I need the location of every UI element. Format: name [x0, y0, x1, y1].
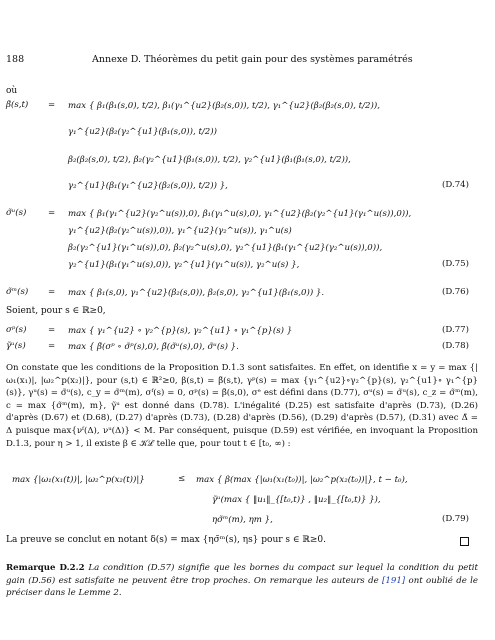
eq-d78-tag: (D.78): [442, 341, 469, 351]
eq-d79-rel: ≤: [178, 474, 186, 484]
eq-d75-line2: γ₁^{u2}(β₂(γ₂^u(s)),0)), γ₁^{u2}(γ₂^u(s)), γ₁^u(s): [68, 226, 292, 236]
remark-text-2: ont oublié de le préciser dans le Lemme 2.: [6, 575, 478, 599]
conclusion-text: La preuve se conclut en notant δ(s) = max {ησ̃ᵐ(s), ηs} pour s ∈ ℝ≥0.: [6, 535, 327, 545]
intro-word: où: [6, 86, 18, 96]
eq-d76-lhs: σ̃ᵐ(s): [6, 287, 29, 297]
eq-d76-eqsign: =: [48, 287, 56, 297]
eq-d79-lhs: max {|ω₁(x₁(t))|, |ω₂^p(x₂(t))|}: [12, 475, 145, 485]
eq-d74-tag: (D.74): [442, 180, 469, 190]
remark-label: Remarque D.2.2: [6, 563, 85, 573]
eq-d78-rhs: max { β̃(σᵖ ∘ σ̃ᵖ(s),0), β̃(σ̃ᵘ(s),0), σ̃ᵘ(s) }.: [68, 342, 239, 352]
page-number: 188: [6, 54, 25, 65]
eq-d77-rhs: max { γ₁^{u2} ∘ γ₂^{p}(s), γ₂^{u1} ∘ γ₁^{p}(s) }: [68, 326, 293, 336]
eq-d78-eqsign: =: [48, 341, 56, 351]
eq-d79-tag: (D.79): [442, 514, 469, 524]
eq-d74-lhs: β̃(s,t): [6, 100, 29, 110]
eq-d75-line1: max { β₁(γ₁^{u2}(γ₂^u(s)),0), β₁(γ₁^u(s),0), γ₁^{u2}(β₂(γ₂^{u1}(γ₁^u(s)),0)),: [68, 209, 412, 219]
eq-d77-lhs: σᵖ(s): [6, 325, 27, 335]
citation-link[interactable]: [191]: [382, 575, 406, 586]
eq-d75-line3: β₂(γ₂^{u1}(γ₁^u(s)),0), β₂(γ₂^u(s),0), γ₂^{u1}(β₁(γ₁^{u2}(γ₂^u(s)),0)),: [68, 243, 383, 253]
eq-d74-line3: β₂(β₂(s,0), t/2), β₂(γ₂^{u1}(β₁(s,0)), t/2), γ₂^{u1}(β₁(β₁(s,0), t/2)),: [68, 155, 351, 165]
eq-d76-tag: (D.76): [442, 287, 469, 297]
eq-d75-eqsign: =: [48, 208, 56, 218]
eq-d74-line2: γ₁^{u2}(β₂(γ₂^{u1}(β₁(s,0)), t/2)): [68, 127, 217, 137]
eq-d74-eqsign: =: [48, 100, 56, 110]
eq-d74-line1: max { β₁(β₁(s,0), t/2), β₁(γ₁^{u2}(β₂(s,0)), t/2), γ₁^{u2}(β₂(β₂(s,0), t/2)),: [68, 101, 380, 111]
eq-d79-line1: max { β(max {|ω₁(x₁(t₀))|, |ω₂^p(x₂(t₀))|}, t − t₀),: [196, 475, 408, 485]
eq-d77-eqsign: =: [48, 325, 56, 335]
eq-d75-line4: γ₂^{u1}(β₁(γ₁^u(s),0)), γ₂^{u1}(γ₁^u(s)), γ₂^u(s) },: [68, 260, 300, 270]
eq-d76-rhs: max { β₁(s,0), γ₁^{u2}(β₂(s,0)), β₂(s,0), γ₂^{u1}(β₁(s,0)) }.: [68, 288, 325, 298]
eq-d74-line4: γ₂^{u1}(β₁(γ₁^{u2}(β₂(s,0)), t/2)) },: [68, 181, 228, 191]
eq-d75-tag: (D.75): [442, 259, 469, 269]
running-header: Annexe D. Théorèmes du petit gain pour des systèmes paramétrés: [92, 54, 413, 65]
eq-d79-line2: γ̃ᵘ(max { ‖u₁‖_{[t₀,t)} , ‖u₂‖_{[t₀,t)} }),: [212, 495, 381, 505]
eq-d79-line3: ησ̃ᵐ(m), ηm },: [212, 515, 273, 525]
remark-block: [6, 562, 478, 600]
eq-d77-tag: (D.77): [442, 325, 469, 335]
eq-d78-lhs: γ̃ᵘ(s): [6, 341, 26, 351]
body-paragraph: On constate que les conditions de la Proposition D.1.3 sont satisfaites. En effet, on identifie x = y = max {|ω₁(x₁)|, |ω₂^p(x₂)|}, pour (s,t) ∈ ℝ²≥0, β(s,t) = β̃(s,t), γᵖ(s) = max {γ₁^{u2}∘γ₂^{p}(s), γ₂^{u1}∘ γ₁^{p}(s)}, γᵘ(s) = σ̃ᵘ(s), c_y = σ̃ᵐ(m), σᶠ(s) = 0, σᵖ(s) = β̃(s,0), σᵉ est défini dans (D.77), σᵘ(s) = σ̃ᵘ(s), c_z = σ̃ᵐ(m), c = max {σ̃ᵐ(m), m}, γ̃ᵘ est donné dans (D.78). L'inégalité (D.25) est satisfaite d'après (D.73), (D.26) d'après (D.67) et (D.68), (D.27) d'après (D.73), (D.28) d'après (D.56), (D.29) d'après (D.57), (D.31) avec Δ̃ = Δ puisque max{νᶠ(Δ), νᵘ(Δ)} < M. Par conséquent, puisque (D.59) est vérifiée, en invoquant la Proposition D.1.3, pour η > 1, il existe β ∈ 𝒦ℒ telle que, pour tout t ∈ [t₀, ∞) :: [6, 363, 478, 449]
qed-square-icon: [460, 537, 469, 546]
soient-text: Soient, pour s ∈ ℝ≥0,: [6, 306, 106, 316]
remark-text-1: La condition (D.57) signifie que les bornes du compact sur lequel la condition du petit gain (D.56) est satisfaite ne peuvent être trop proches. On remarque les auteurs de: [6, 563, 478, 586]
eq-d75-lhs: σ̃ᵘ(s): [6, 208, 27, 218]
